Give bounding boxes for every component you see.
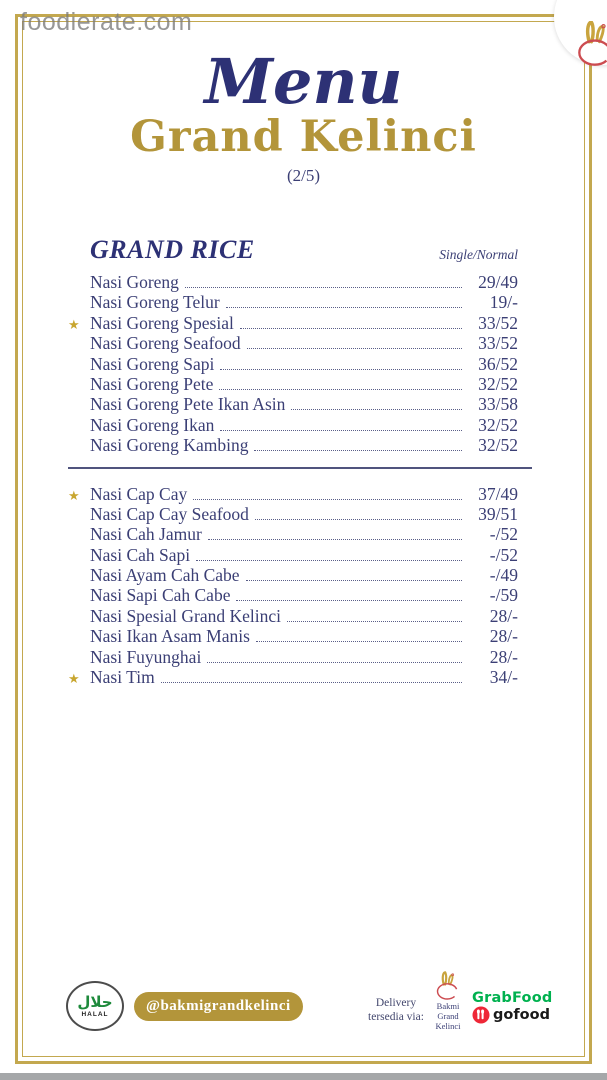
- menu-item-name: Nasi Ayam Cah Cabe: [90, 565, 240, 586]
- menu-item-row: [68, 374, 518, 394]
- dotted-leader: [240, 328, 462, 329]
- dotted-leader: [247, 348, 462, 349]
- menu-item-row: [68, 504, 518, 524]
- menu-item-name: Nasi Goreng Sapi: [90, 353, 215, 374]
- menu-item-name: Nasi Cah Sapi: [90, 544, 191, 565]
- menu-item-row: [68, 606, 518, 626]
- menu-item-name: Nasi Ikan Asam Manis: [90, 626, 250, 647]
- dotted-leader: [220, 369, 462, 370]
- dotted-leader: [185, 287, 462, 288]
- menu-item-price: 33/58: [478, 394, 518, 415]
- instagram-handle: @bakmigrandkelinci: [146, 998, 291, 1014]
- menu-item-row: [68, 524, 518, 544]
- dotted-leader: [208, 539, 462, 540]
- instagram-handle-badge: [134, 992, 303, 1021]
- menu-item-row: [68, 292, 518, 312]
- menu-group: [68, 272, 518, 456]
- price-column-label: Single/Normal: [439, 247, 518, 262]
- gofood-logo: [472, 1006, 550, 1024]
- menu-groups: [68, 272, 518, 687]
- menu-item-price: -/52: [489, 544, 518, 565]
- dotted-leader: [220, 430, 462, 431]
- menu-item-row: [68, 626, 518, 646]
- menu-item-price: 34/-: [489, 667, 518, 688]
- dotted-leader: [196, 560, 462, 561]
- menu-item-row: [68, 333, 518, 353]
- menu-item-name: Nasi Cap Cay: [90, 483, 188, 504]
- menu-item-name: Nasi Goreng Pete Ikan Asin: [90, 394, 286, 415]
- menu-item-name: Nasi Goreng Kambing: [90, 435, 249, 456]
- menu-item-name: Nasi Cah Jamur: [90, 524, 202, 545]
- menu-item-row: [68, 565, 518, 585]
- menu-item-name: Nasi Goreng Spesial: [90, 312, 234, 333]
- menu-item-row: [68, 354, 518, 374]
- dotted-leader: [255, 519, 462, 520]
- menu-item-price: 33/52: [478, 312, 518, 333]
- menu-item-price: 32/52: [478, 414, 518, 435]
- halal-certification-logo: [66, 981, 124, 1031]
- grabfood-logo: GrabFood: [472, 990, 553, 1006]
- page-indicator: (2/5): [286, 166, 321, 185]
- menu-item-price: -/59: [489, 585, 518, 606]
- menu-item-row: [68, 667, 518, 687]
- menu-item-row: [68, 585, 518, 605]
- menu-item-price: 29/49: [478, 272, 518, 292]
- dotted-leader: [254, 450, 462, 451]
- menu-item-price: 33/52: [478, 333, 518, 354]
- halal-arabic-text: حلال: [77, 992, 113, 1011]
- menu-item-price: 28/-: [489, 626, 518, 647]
- menu-section: [68, 235, 518, 687]
- menu-item-price: 19/-: [489, 292, 518, 313]
- brand-caption-line1: Bakmi: [436, 1001, 460, 1011]
- menu-script-title: Menu: [204, 45, 403, 118]
- menu-item-price: 28/-: [489, 646, 518, 667]
- bakmi-grand-kelinci-logo: [428, 971, 468, 1031]
- menu-item-row: [68, 313, 518, 333]
- menu-item-row: [68, 394, 518, 414]
- menu-item-name: Nasi Goreng Pete: [90, 373, 214, 394]
- brand-caption-line3: Kelinci: [435, 1020, 461, 1031]
- menu-item-name: Nasi Cap Cay Seafood: [90, 503, 249, 524]
- menu-item-row: [68, 435, 518, 455]
- menu-item-price: 36/52: [478, 353, 518, 374]
- menu-item-price: 37/49: [478, 483, 518, 504]
- gofood-icon: [472, 1006, 490, 1024]
- dotted-leader: [287, 621, 462, 622]
- menu-item-price: -/52: [489, 524, 518, 545]
- rabbit-icon-small: [435, 971, 461, 1001]
- menu-item-name: Nasi Sapi Cah Cabe: [90, 585, 231, 606]
- menu-item-row: [68, 415, 518, 435]
- menu-item-price: 32/52: [478, 435, 518, 456]
- dotted-leader: [291, 409, 462, 410]
- delivery-label-line1: Delivery: [375, 997, 417, 1009]
- section-title: GRAND RICE: [90, 235, 255, 264]
- dotted-leader: [246, 580, 462, 581]
- menu-item-name: Nasi Goreng Seafood: [90, 333, 241, 354]
- menu-section-header: [68, 235, 518, 265]
- delivery-label: [360, 996, 432, 1025]
- dotted-leader: [226, 307, 462, 308]
- star-icon: ★: [68, 487, 80, 503]
- dotted-leader: [236, 600, 462, 601]
- menu-item-price: 39/51: [478, 503, 518, 524]
- star-icon: ★: [68, 316, 80, 332]
- halal-label: HALAL: [81, 1010, 109, 1018]
- dotted-leader: [193, 499, 462, 500]
- menu-item-price: -/49: [489, 565, 518, 586]
- menu-item-row: [68, 484, 518, 504]
- menu-item-name: Nasi Spesial Grand Kelinci: [90, 605, 281, 626]
- dotted-leader: [256, 641, 462, 642]
- restaurant-name-title: Grand Kelinci: [130, 112, 477, 162]
- brand-caption-line2: Grand: [437, 1010, 459, 1021]
- menu-item-name: Nasi Goreng Telur: [90, 292, 220, 313]
- rabbit-icon: [574, 21, 607, 67]
- menu-item-price: 28/-: [489, 605, 518, 626]
- star-icon: ★: [68, 671, 80, 687]
- dotted-leader: [219, 389, 462, 390]
- section-divider: [68, 467, 532, 469]
- menu-item-name: Nasi Fuyunghai: [90, 646, 202, 667]
- menu-item-row: [68, 272, 518, 292]
- dotted-leader: [207, 662, 462, 663]
- menu-item-name: Nasi Goreng Ikan: [90, 414, 215, 435]
- dotted-leader: [161, 682, 462, 683]
- site-watermark: foodierate.com: [20, 8, 193, 36]
- gofood-label: gofood: [493, 1007, 550, 1023]
- menu-group: [68, 484, 518, 688]
- menu-item-price: 32/52: [478, 373, 518, 394]
- screenshot-bottom-strip: [0, 1073, 607, 1080]
- menu-item-row: [68, 647, 518, 667]
- menu-item-name: Nasi Goreng: [90, 272, 179, 292]
- delivery-label-line2: tersedia via:: [368, 1011, 424, 1024]
- menu-item-row: [68, 545, 518, 565]
- menu-item-name: Nasi Tim: [90, 667, 155, 688]
